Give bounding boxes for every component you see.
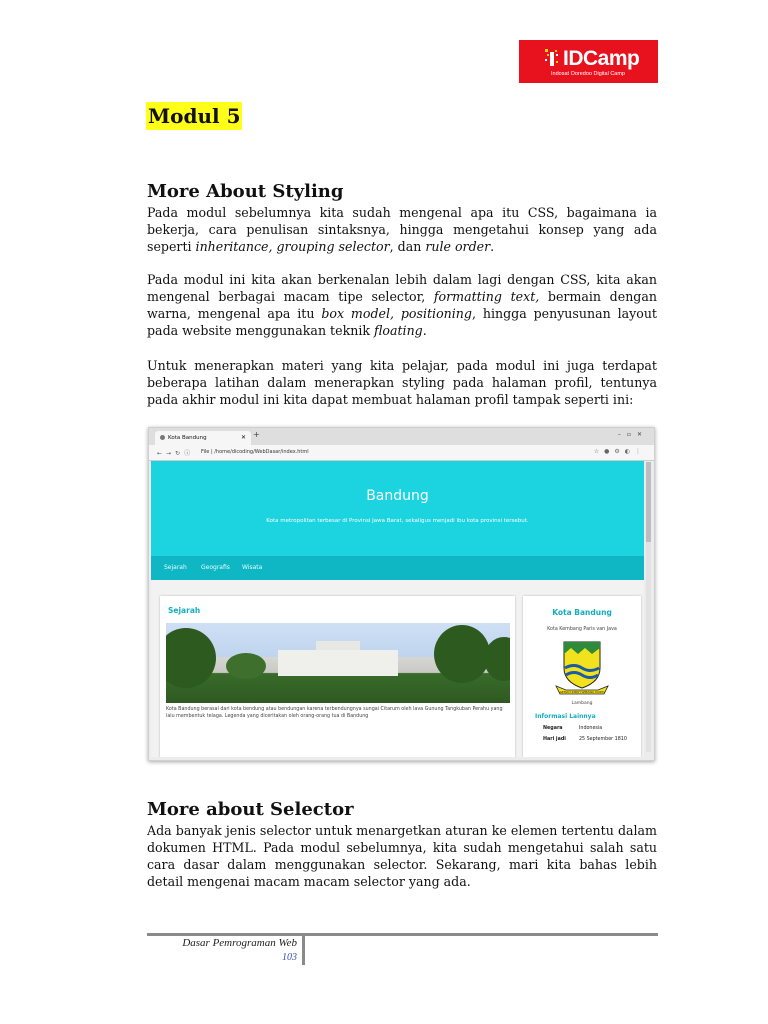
tab-title: Kota Bandung: [168, 435, 207, 441]
site-nav-item: Wisata: [242, 564, 263, 571]
site-viewport: [151, 461, 644, 757]
profile-title: Kota Bandung: [552, 608, 612, 617]
module-label: Modul 5: [148, 104, 241, 128]
emblem-label: Lambang: [571, 701, 593, 706]
paragraph-exercise: Untuk menerapkan materi yang kita pelajar, pada modul ini juga terdapat beberapa latihan dalam menerapkan styling pada halaman profil, tentunya pada akhir modul ini kita dapat membuat halaman profil tampak seperti ini:: [147, 358, 657, 407]
bandung-emblem-icon: [554, 638, 610, 698]
address-bar: [149, 445, 654, 461]
site-hero: [151, 461, 644, 556]
info-row: Hari jadi 25 September 1810: [543, 737, 627, 742]
logo-tagline: Indosat Ooredoo Digital Camp: [551, 71, 625, 77]
paragraph-intro: Pada modul sebelumnya kita sudah mengenal apa itu CSS, bagaimana ia bekerja, cara penulisan sintaksnya, hingga mengetahui konsep yang ada seperti inheritance, grouping selector, dan rule order.: [147, 205, 657, 254]
info-heading: Informasi Lainnya: [535, 713, 596, 720]
sejarah-title: Sejarah: [168, 606, 201, 615]
hero-title: Bandung: [366, 488, 429, 504]
browser-tab: [155, 431, 251, 445]
footer-vertical-divider: [302, 936, 305, 965]
idcamp-logo: [519, 40, 658, 83]
section-heading-styling: More About Styling: [147, 181, 344, 202]
profile-subtitle: Kota Kembang Paris van Java: [547, 627, 617, 632]
site-scrollbar: [646, 462, 651, 752]
site-nav: [151, 556, 644, 580]
info-row: Negara Indonesia: [543, 726, 603, 731]
hero-subtitle: Kota metropolitan terbesar di Provinsi Jawa Barat, sekaligus menjadi ibu kota provinsi tersebut.: [266, 518, 529, 524]
sejarah-card: [160, 596, 515, 757]
sejarah-caption: Kota Bandung berasal dari kota bendung atau bendungan karena terbendungnya sungai Citarum oleh lava Gunung Tangkuban Perahu yang lalu membentuk telaga. Legenda yang diceritakan oleh orang-orang tua di Bandung: [166, 707, 503, 719]
footer-divider: [147, 933, 658, 936]
paragraph-selector: Ada banyak jenis selector untuk menargetkan aturan ke elemen tertentu dalam dokumen HTML. Pada modul sebelumnya, kita sudah mengetahui salah satu cara dasar dalam menggunakan selector. Sekarang, mari kita bahas lebih detail mengenai macam macam selector yang ada.: [147, 823, 657, 889]
window-controls-icon: –▫✕: [617, 431, 648, 438]
profile-card: [523, 596, 641, 757]
address-url: File | /home/dicoding/WebDasar/index.html: [201, 449, 309, 455]
new-tab-icon: +: [253, 430, 260, 439]
tab-close-icon: ✕: [240, 434, 246, 441]
footer-title: Dasar Pemrograman Web: [182, 937, 297, 949]
nav-arrows-icon: ←→↻ⓘ: [157, 450, 195, 457]
site-nav-item: Sejarah: [164, 564, 187, 571]
logo-wordmark: IDCamp: [563, 47, 640, 70]
paragraph-module-topics: Pada modul ini kita akan berkenalan lebih dalam lagi dengan CSS, kita akan mengenal berbagai macam tipe selector, formatting text, bermain dengan warna, mengenal apa itu box model, positioning, hingga penyusunan layout pada website menggunakan teknik floating.: [147, 272, 657, 338]
gedung-sate-photo: [166, 623, 510, 703]
section-heading-selector: More about Selector: [147, 799, 354, 820]
site-nav-item: Geografis: [201, 564, 230, 571]
page-number: 103: [282, 952, 297, 963]
profile-page-screenshot: [148, 427, 655, 761]
logo-pixel-icon: [544, 49, 560, 69]
browser-tabbar: [149, 428, 654, 445]
toolbar-icons: ☆●⚙◐⋮: [593, 448, 646, 455]
emblem-motto: GEMAH RIPAH WIBAWA MUKTI: [559, 690, 605, 694]
favicon-icon: [160, 435, 165, 440]
